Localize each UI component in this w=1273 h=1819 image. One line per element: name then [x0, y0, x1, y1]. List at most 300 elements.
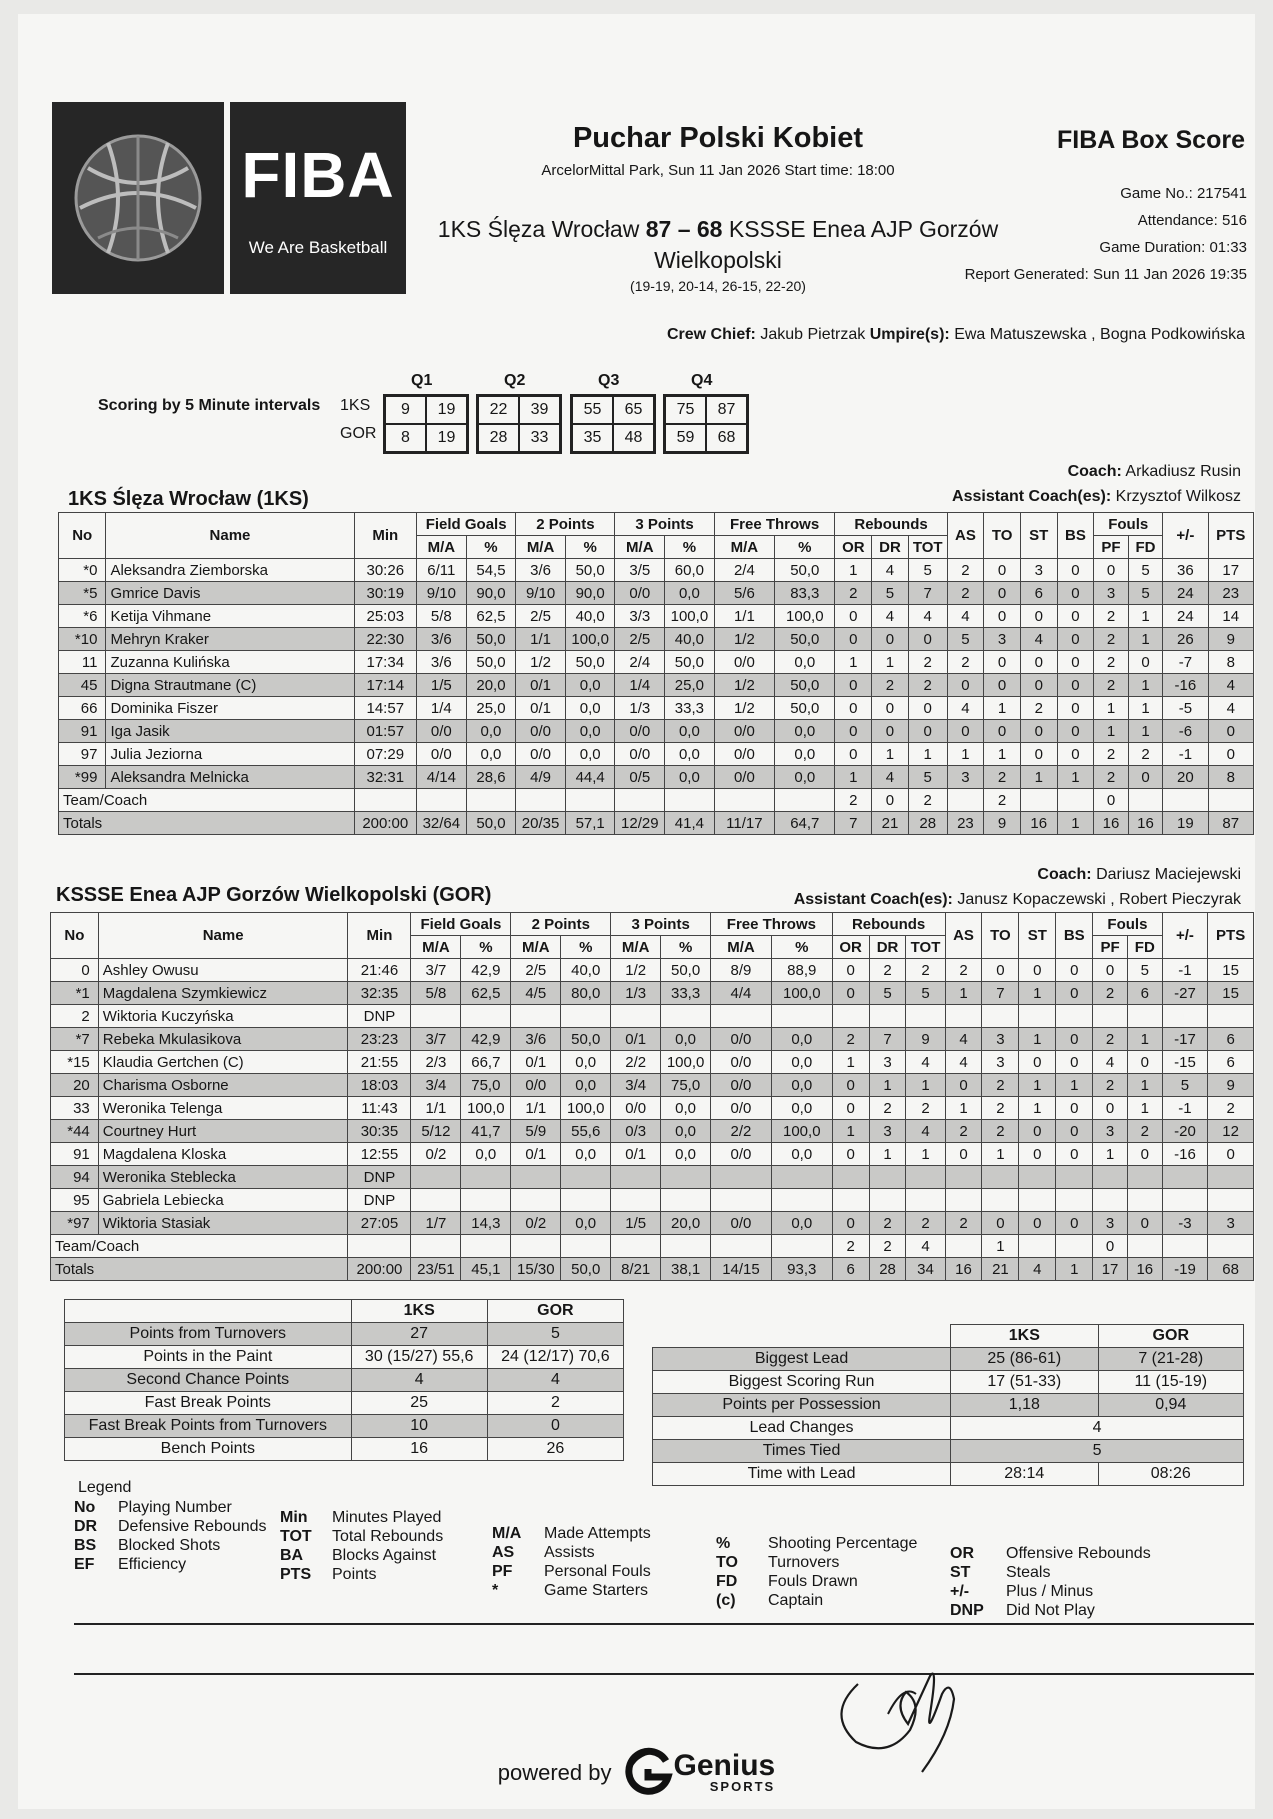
stat-cell: 3 — [1093, 1120, 1128, 1143]
stat-cell: 7 — [908, 582, 947, 605]
stat-cell — [1127, 1189, 1162, 1212]
stat-cell — [982, 1166, 1019, 1189]
stat-cell: 2 — [945, 959, 982, 982]
stat-cell — [711, 1189, 772, 1212]
legend-entry — [74, 1517, 267, 1536]
stat-cell: 2 — [1093, 982, 1128, 1005]
stats-row — [653, 1440, 1244, 1463]
stat-cell: 0,0 — [661, 1097, 711, 1120]
stat-cell: 2 — [945, 1212, 982, 1235]
stat-cell: 0,0 — [771, 1028, 832, 1051]
col-percentage: % — [771, 936, 832, 959]
stat-cell — [1056, 1166, 1093, 1189]
stats-value: 4 — [351, 1369, 487, 1392]
stat-cell: 7 — [982, 982, 1019, 1005]
stat-cell: 27:05 — [348, 1212, 411, 1235]
stat-cell: 80,0 — [561, 982, 611, 1005]
col-made-attempts: M/A — [411, 936, 461, 959]
stat-cell — [1019, 1189, 1056, 1212]
away-team-name: KSSSE Enea AJP Gorzów — [728, 216, 999, 242]
genius-wordmark: Genius — [673, 1748, 776, 1782]
col-made-attempts: M/A — [711, 936, 772, 959]
stat-cell: 1/1 — [511, 1097, 561, 1120]
legend-desc: Playing Number — [118, 1499, 232, 1516]
stat-cell: 0/0 — [711, 1143, 772, 1166]
stat-cell: 0,0 — [565, 697, 615, 720]
stat-cell: 2 — [1094, 766, 1129, 789]
totals-label: Totals — [51, 1258, 348, 1281]
stats-value: 4 — [487, 1369, 623, 1392]
legend-desc: Offensive Rebounds — [1006, 1545, 1151, 1562]
stat-cell: 75,0 — [461, 1074, 511, 1097]
stat-cell: 1 — [1019, 1097, 1056, 1120]
game-meta — [965, 180, 1247, 288]
stats-value: 2 — [487, 1392, 623, 1415]
intervals-label: Scoring by 5 Minute intervals — [98, 397, 321, 414]
legend-key: BS — [74, 1537, 97, 1554]
report-generated: Report Generated: Sun 11 Jan 2026 19:35 — [964, 266, 1247, 283]
stats-value: 27 — [351, 1323, 487, 1346]
stat-cell: 50,0 — [665, 651, 715, 674]
stat-cell: 0,0 — [466, 720, 516, 743]
stat-cell: 50,0 — [565, 559, 615, 582]
legend-key: DR — [74, 1518, 98, 1535]
stats-label: Time with Lead — [653, 1463, 951, 1486]
col-made-attempts: M/A — [714, 536, 774, 559]
stat-cell — [1093, 1189, 1128, 1212]
stats-label: Points in the Paint — [65, 1346, 352, 1369]
stat-cell: 1 — [1093, 1143, 1128, 1166]
stat-cell: -1 — [1162, 1097, 1208, 1120]
player-name: Aleksandra Melnicka — [106, 766, 354, 789]
stats-label: Times Tied — [653, 1440, 951, 1463]
legend-entry — [280, 1565, 443, 1584]
interval-value: 9 — [385, 396, 426, 424]
stat-cell: 5 — [1127, 959, 1162, 982]
stat-cell: 4 — [1208, 697, 1253, 720]
stat-cell: 21:55 — [348, 1051, 411, 1074]
stat-cell: 0 — [984, 605, 1021, 628]
away-assistant-name: Janusz Kopaczewski , Robert Pieczyrak — [957, 891, 1241, 908]
stats-row — [65, 1323, 624, 1346]
stats-value: 28:14 — [951, 1463, 1099, 1486]
stat-cell: 1 — [835, 559, 872, 582]
stat-cell: 5 — [869, 982, 906, 1005]
stat-cell: 0 — [982, 1212, 1019, 1235]
stat-cell: 1/4 — [615, 674, 665, 697]
stat-cell: 2 — [872, 674, 909, 697]
interval-box — [570, 394, 656, 454]
stat-cell: 25,0 — [466, 697, 516, 720]
stat-cell: 1 — [1020, 766, 1057, 789]
stats-row — [65, 1392, 624, 1415]
stats-value: 08:26 — [1098, 1463, 1243, 1486]
stat-cell: 0/1 — [516, 674, 566, 697]
col-percentage: % — [466, 536, 516, 559]
header-row — [51, 913, 1254, 936]
col-min: Min — [348, 913, 411, 959]
stat-cell: 1 — [832, 1051, 869, 1074]
stat-cell: 62,5 — [466, 605, 516, 628]
powered-by: powered by — [497, 1760, 612, 1785]
home-team-title: 1KS Ślęza Wrocław (1KS) — [68, 488, 309, 510]
total-cell: 28 — [869, 1258, 906, 1281]
stat-cell — [511, 1189, 561, 1212]
legend-entry — [716, 1572, 917, 1591]
stats-label: Lead Changes — [653, 1417, 951, 1440]
stat-cell: 5/8 — [411, 982, 461, 1005]
player-number: 0 — [51, 959, 99, 982]
interval-quarter-label: Q2 — [504, 372, 526, 389]
stat-cell: 0/0 — [711, 1212, 772, 1235]
player-row — [59, 582, 1254, 605]
stat-cell: 50,0 — [775, 674, 835, 697]
stat-cell: 1/2 — [611, 959, 661, 982]
stats-blank — [65, 1300, 352, 1323]
stat-cell: 0/0 — [711, 1097, 772, 1120]
player-name: Digna Strautmane (C) — [106, 674, 354, 697]
player-row — [59, 628, 1254, 651]
stat-cell: 0/2 — [511, 1212, 561, 1235]
player-row — [51, 1189, 1254, 1212]
stat-cell: 1 — [869, 1074, 906, 1097]
home-coach-name: Arkadiusz Rusin — [1125, 463, 1241, 480]
stat-cell: 1/4 — [417, 697, 467, 720]
total-cell: 45,1 — [461, 1258, 511, 1281]
stat-cell: 1 — [1019, 1028, 1056, 1051]
player-number: *15 — [51, 1051, 99, 1074]
total-cell: 16 — [945, 1258, 982, 1281]
stat-cell: 0 — [947, 720, 984, 743]
interval-box — [383, 394, 469, 454]
stat-cell: 0 — [835, 674, 872, 697]
stat-cell — [982, 1189, 1019, 1212]
stat-cell: 1/2 — [714, 697, 774, 720]
stat-cell: 100,0 — [561, 1097, 611, 1120]
stat-cell: -16 — [1162, 1143, 1208, 1166]
stat-cell: 40,0 — [565, 605, 615, 628]
legend-key: PTS — [280, 1566, 312, 1583]
stat-cell: 0/0 — [711, 1074, 772, 1097]
logo-wordmark: FIBA — [241, 139, 395, 211]
legend-key: * — [492, 1582, 499, 1599]
stat-cell: 1/5 — [417, 674, 467, 697]
stat-cell: 2 — [869, 959, 906, 982]
stat-cell: 5 — [947, 628, 984, 651]
stat-cell: 0 — [1057, 697, 1094, 720]
stats-value: 25 — [351, 1392, 487, 1415]
stat-cell: 01:57 — [354, 720, 417, 743]
stat-cell: 75,0 — [661, 1074, 711, 1097]
stats-row — [65, 1415, 624, 1438]
stat-cell: 2 — [906, 1212, 945, 1235]
stats-value: 5 — [951, 1440, 1244, 1463]
stat-cell: 14 — [1208, 605, 1253, 628]
stat-cell: 0,0 — [775, 743, 835, 766]
stat-cell: 2 — [869, 1097, 906, 1120]
stat-cell: 6 — [1127, 982, 1162, 1005]
legend-entry — [74, 1498, 267, 1517]
interval-value: 48 — [613, 424, 654, 452]
stat-cell: 90,0 — [466, 582, 516, 605]
team-stats-right — [652, 1324, 1244, 1486]
stat-cell: 2/2 — [611, 1051, 661, 1074]
genius-sports-logo — [622, 1747, 776, 1799]
stat-cell: 3/6 — [516, 559, 566, 582]
stat-cell — [1093, 1166, 1128, 1189]
team-to: 1 — [982, 1235, 1019, 1258]
stat-cell: 5 — [908, 559, 947, 582]
player-name: Ashley Owusu — [98, 959, 348, 982]
total-cell: 17 — [1093, 1258, 1128, 1281]
stat-cell: 12:55 — [348, 1143, 411, 1166]
stat-cell: 1 — [945, 1097, 982, 1120]
player-name: Ketija Vihmane — [106, 605, 354, 628]
stat-cell: 1 — [832, 1120, 869, 1143]
stat-cell: 0 — [832, 1212, 869, 1235]
stat-cell: 30:19 — [354, 582, 417, 605]
match-result — [388, 214, 1048, 276]
away-assistant — [794, 891, 1241, 909]
stat-cell: 0/0 — [417, 720, 467, 743]
legend-desc: Personal Fouls — [544, 1563, 651, 1580]
legend-key: EF — [74, 1556, 95, 1573]
stat-cell: 9 — [906, 1028, 945, 1051]
stat-cell: 25,0 — [665, 674, 715, 697]
col-made-attempts: M/A — [611, 936, 661, 959]
legend-entry — [716, 1534, 917, 1553]
col-plus-minus: +/- — [1162, 913, 1208, 959]
stat-cell: 1 — [1128, 605, 1163, 628]
total-cell: 41,4 — [665, 812, 715, 835]
legend-desc: Fouls Drawn — [768, 1573, 858, 1590]
stat-cell: 30:35 — [348, 1120, 411, 1143]
stat-cell: 3/7 — [411, 1028, 461, 1051]
legend-entry — [74, 1555, 267, 1574]
player-row — [59, 559, 1254, 582]
interval-value: 8 — [385, 424, 426, 452]
stat-cell: 0 — [908, 628, 947, 651]
col-p3: 3 Points — [615, 513, 714, 536]
stat-cell: 3/5 — [615, 559, 665, 582]
total-cell: 19 — [1163, 812, 1208, 835]
legend-desc: Blocked Shots — [118, 1537, 221, 1554]
genius-sub: SPORTS — [709, 1778, 776, 1794]
stat-cell — [982, 1005, 1019, 1028]
stat-cell — [714, 789, 774, 812]
stat-cell — [1163, 789, 1208, 812]
stat-cell: 1 — [1019, 1074, 1056, 1097]
interval-quarter-label: Q4 — [691, 372, 713, 389]
stat-cell: 3/3 — [615, 605, 665, 628]
stat-cell — [832, 1166, 869, 1189]
stat-cell — [1019, 1166, 1056, 1189]
stat-cell: 3/6 — [511, 1028, 561, 1051]
stat-cell: 0/1 — [611, 1143, 661, 1166]
legend-entry — [492, 1524, 651, 1543]
stat-cell: 0 — [1056, 1143, 1093, 1166]
stat-cell: 33,3 — [661, 982, 711, 1005]
player-number: 33 — [51, 1097, 99, 1120]
stats-value: 1,18 — [951, 1394, 1099, 1417]
away-coach-label: Coach: — [1037, 866, 1092, 883]
player-name: Dominika Fiszer — [106, 697, 354, 720]
total-cell: 7 — [835, 812, 872, 835]
col-as: AS — [947, 513, 984, 559]
legend-key: ST — [950, 1564, 971, 1581]
col-no: No — [51, 913, 99, 959]
stat-cell: 0/2 — [411, 1143, 461, 1166]
stat-cell: 0/1 — [511, 1051, 561, 1074]
player-name: Weronika Steblecka — [98, 1166, 348, 1189]
col-percentage: % — [665, 536, 715, 559]
player-row — [51, 1212, 1254, 1235]
stat-cell: 1/2 — [714, 628, 774, 651]
stat-cell: 0,0 — [466, 743, 516, 766]
legend-desc: Made Attempts — [544, 1525, 651, 1542]
stat-cell — [411, 1235, 461, 1258]
stat-cell: 0 — [1056, 1051, 1093, 1074]
stat-cell: 4 — [908, 605, 947, 628]
col-fg: Field Goals — [411, 913, 511, 936]
stats-blank — [653, 1325, 951, 1348]
genius-g-icon — [622, 1747, 674, 1799]
col-to: TO — [984, 513, 1021, 559]
stat-cell: 3 — [947, 766, 984, 789]
stat-cell — [1019, 1005, 1056, 1028]
total-cell: 9 — [984, 812, 1021, 835]
stats-row — [653, 1417, 1244, 1440]
stat-cell: 32:35 — [348, 982, 411, 1005]
stat-cell: 0,0 — [771, 1051, 832, 1074]
stat-cell: 0/0 — [611, 1097, 661, 1120]
stat-cell — [771, 1166, 832, 1189]
stat-cell: 40,0 — [561, 959, 611, 982]
stat-cell: 0 — [984, 559, 1021, 582]
totals-label: Totals — [59, 812, 355, 835]
stat-cell: 2 — [908, 651, 947, 674]
legend-entry — [280, 1546, 443, 1565]
stat-cell: 0 — [1208, 720, 1253, 743]
stat-cell: 1 — [835, 651, 872, 674]
col-st: ST — [1019, 913, 1056, 959]
col-fd: FD — [1127, 936, 1162, 959]
total-cell: 64,7 — [775, 812, 835, 835]
col-p3: 3 Points — [611, 913, 711, 936]
legend-column — [74, 1498, 267, 1574]
stat-cell: 2 — [945, 1120, 982, 1143]
stat-cell: -15 — [1162, 1051, 1208, 1074]
player-name: Gmrice Davis — [106, 582, 354, 605]
stat-cell: 1 — [1128, 697, 1163, 720]
total-cell: 50,0 — [466, 812, 516, 835]
stat-cell: 22:30 — [354, 628, 417, 651]
total-cell: 23/51 — [411, 1258, 461, 1281]
player-row — [59, 674, 1254, 697]
legend-entry — [280, 1508, 443, 1527]
player-name: Iga Jasik — [106, 720, 354, 743]
legend-key: DNP — [950, 1602, 984, 1619]
team-dr: 2 — [869, 1235, 906, 1258]
total-cell: 68 — [1208, 1258, 1254, 1281]
stat-cell: DNP — [348, 1005, 411, 1028]
player-number: 2 — [51, 1005, 99, 1028]
stat-cell: 0,0 — [771, 1074, 832, 1097]
team-coach-row — [51, 1235, 1254, 1258]
stat-cell: 1 — [906, 1143, 945, 1166]
stat-cell: 3 — [984, 628, 1021, 651]
stat-cell — [771, 1005, 832, 1028]
stat-cell — [411, 1166, 461, 1189]
stat-cell: 1 — [1094, 697, 1129, 720]
legend-entry — [950, 1601, 1151, 1620]
stat-cell: 0/0 — [714, 720, 774, 743]
team-to: 2 — [984, 789, 1021, 812]
stat-cell — [1127, 1235, 1162, 1258]
stat-cell: 28,6 — [466, 766, 516, 789]
col-or: OR — [832, 936, 869, 959]
player-number: 45 — [59, 674, 106, 697]
stat-cell: 0,0 — [775, 720, 835, 743]
stat-cell: 0 — [1056, 1120, 1093, 1143]
stat-cell: 2/2 — [711, 1120, 772, 1143]
stat-cell: 2 — [835, 582, 872, 605]
stat-cell: 3 — [869, 1051, 906, 1074]
stats-row — [65, 1369, 624, 1392]
total-cell: 1 — [1057, 812, 1094, 835]
col-to: TO — [982, 913, 1019, 959]
team-coach-label: Team/Coach — [51, 1235, 348, 1258]
col-p2: 2 Points — [516, 513, 615, 536]
legend-key: % — [716, 1535, 731, 1552]
stat-cell: 2/3 — [411, 1051, 461, 1074]
stat-cell: 0 — [832, 959, 869, 982]
legend-entry — [716, 1591, 917, 1610]
total-cell: 32/64 — [417, 812, 467, 835]
stat-cell: 0/0 — [714, 651, 774, 674]
stat-cell: 4 — [945, 1028, 982, 1051]
stat-cell: 2/5 — [516, 605, 566, 628]
col-fouls: Fouls — [1094, 513, 1163, 536]
player-name: Charisma Osborne — [98, 1074, 348, 1097]
stat-cell: 15 — [1208, 982, 1254, 1005]
legend-entry — [950, 1563, 1151, 1582]
home-assistant-name: Krzysztof Wilkosz — [1115, 488, 1241, 505]
interval-value: 55 — [572, 396, 613, 424]
stats-value: 10 — [351, 1415, 487, 1438]
interval-value: 35 — [572, 424, 613, 452]
player-number: *0 — [59, 559, 106, 582]
stat-cell: 0/0 — [516, 720, 566, 743]
stat-cell — [945, 1189, 982, 1212]
stat-cell: 0/0 — [511, 1074, 561, 1097]
total-cell: -19 — [1162, 1258, 1208, 1281]
stat-cell: 3 — [982, 1051, 1019, 1074]
team-coach-label: Team/Coach — [59, 789, 355, 812]
stat-cell: 0 — [982, 959, 1019, 982]
stat-cell: 3/7 — [411, 959, 461, 982]
legend-key: TO — [716, 1554, 738, 1571]
stat-cell: 54,5 — [466, 559, 516, 582]
stats-row — [653, 1371, 1244, 1394]
stat-cell: 0/1 — [516, 697, 566, 720]
stat-cell: 1/5 — [611, 1212, 661, 1235]
total-cell: 21 — [982, 1258, 1019, 1281]
stat-cell: 0,0 — [771, 1097, 832, 1120]
stat-cell: 0 — [908, 720, 947, 743]
stat-cell: 0,0 — [665, 720, 715, 743]
team-tot: 4 — [906, 1235, 945, 1258]
